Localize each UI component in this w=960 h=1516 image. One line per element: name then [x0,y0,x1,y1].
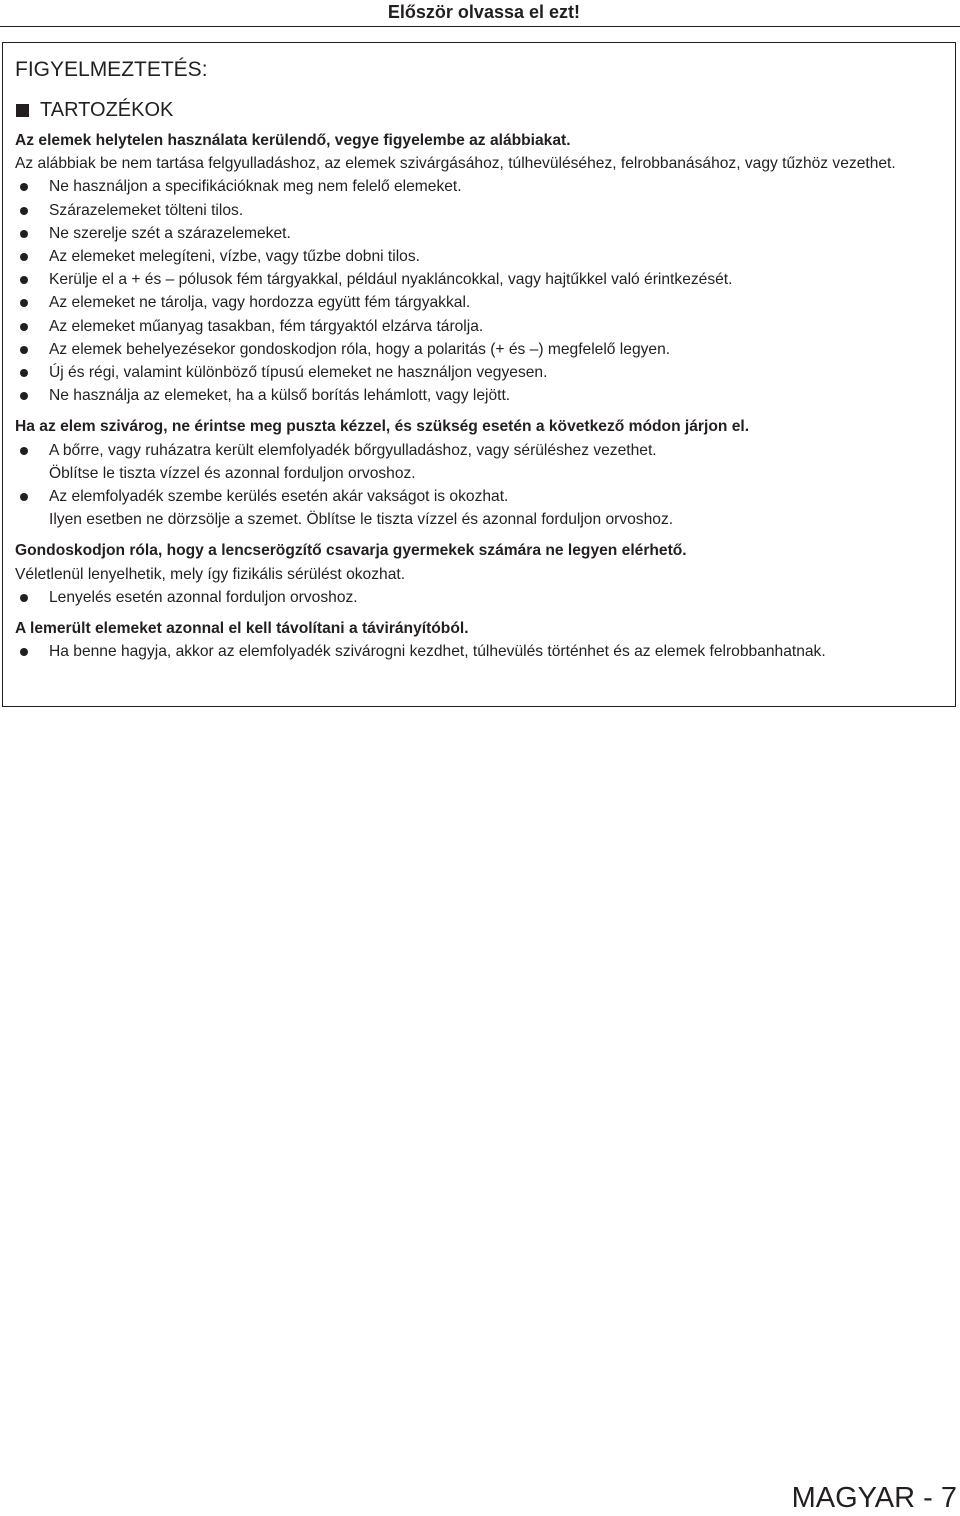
list-item: Ne szerelje szét a szárazelemeket. [15,222,950,245]
screw-text: Véletlenül lenyelhetik, mely így fizikális sérülést okozhat. [15,565,406,583]
intro-bold: Az elemek helytelen használata kerülendő, vegye figyelembe az alábbiakat. [15,132,571,149]
list-item [15,439,950,485]
bullet-dot-icon [20,648,28,656]
leak-bullet-line: A bőrre, vagy ruházatra került elemfolyadék bőrgyulladáshoz, vagy sérüléshez vezethet. [49,441,657,459]
bullet-dot-icon [20,323,28,331]
bullet-dot-icon [20,392,28,400]
bullet-dot-icon [20,369,28,377]
intro-text: Az alábbiak be nem tartása felgyulladáshoz, az elemek szivárgásához, túlhevüléséhez, felrobbanásához, vagy tűzhöz vezethet. [15,155,896,173]
warning-content [15,129,950,663]
bullet-dot-icon [20,493,28,501]
bullet-dot-icon [20,207,28,215]
leak-bullet-line: Ilyen esetben ne dörzsölje a szemet. Öblítse le tiszta vízzel és azonnal forduljon orvoshoz. [49,511,674,529]
page-header [0,0,960,27]
header-title: Először olvassa el ezt! [387,2,580,22]
bullet-dot-icon [20,253,28,261]
remote-heading: A lemerült elemeket azonnal el kell távolítani a távirányítóból. [15,620,469,638]
list-item: Az elemeket műanyag tasakban, fém tárgyaktól elzárva tárolja. [15,315,950,338]
leak-bullet-line: Az elemfolyadék szembe kerülés esetén akár vakságot is okozhat. [49,488,509,506]
bullet-dot-icon [20,230,28,238]
warning-box [2,42,956,707]
bullet-dot-icon [20,183,28,191]
bullet-dot-icon [20,276,28,284]
bullet-dot-icon [20,346,28,354]
list-item: Szárazelemeket tölteni tilos. [15,199,950,222]
list-item: Új és régi, valamint különböző típusú elemeket ne használjon vegyesen. [15,361,950,384]
list-item: Kerülje el a + és – pólusok fém tárgyakkal, például nyakláncokkal, vagy hajtűkkel való érintkezését. [15,268,950,291]
bullet-dot-icon [20,299,28,307]
warning-title: FIGYELMEZTETÉS: [15,58,208,81]
list-item: Lenyelés esetén azonnal forduljon orvoshoz. [15,586,950,609]
leak-bullet-line: Öblítse le tiszta vízzel és azonnal forduljon orvoshoz. [49,464,416,482]
square-bullet-icon [16,104,29,117]
list-item: Az elemeket melegíteni, vízbe, vagy tűzbe dobni tilos. [15,245,950,268]
list-item [15,485,950,531]
leak-heading: Ha az elem szivárog, ne érintse meg puszta kézzel, és szükség esetén a következő módon járjon el. [15,418,750,436]
list-item: Az elemek behelyezésekor gondoskodjon róla, hogy a polaritás (+ és –) megfelelő legyen. [15,338,950,361]
bullet-dot-icon [20,594,28,602]
list-item: Az elemeket ne tárolja, vagy hordozza együtt fém tárgyakkal. [15,291,950,314]
bullet-dot-icon [20,447,28,455]
list-item: Ne használja az elemeket, ha a külső borítás lehámlott, vagy lejött. [15,384,950,407]
list-item: Ne használjon a specifikációknak meg nem felelő elemeket. [15,175,950,198]
subheading-text: TARTOZÉKOK [40,99,174,121]
battery-bullet-list [15,175,950,407]
list-item: Ha benne hagyja, akkor az elemfolyadék szivárogni kezdhet, túlhevülés történhet és az elemek felrobbanhatnak. [15,640,950,663]
section-subheading [15,97,173,123]
screw-heading: Gondoskodjon róla, hogy a lencserögzítő csavarja gyermekek számára ne legyen elérhető. [15,542,687,560]
page-number: MAGYAR - 7 [791,1482,957,1514]
